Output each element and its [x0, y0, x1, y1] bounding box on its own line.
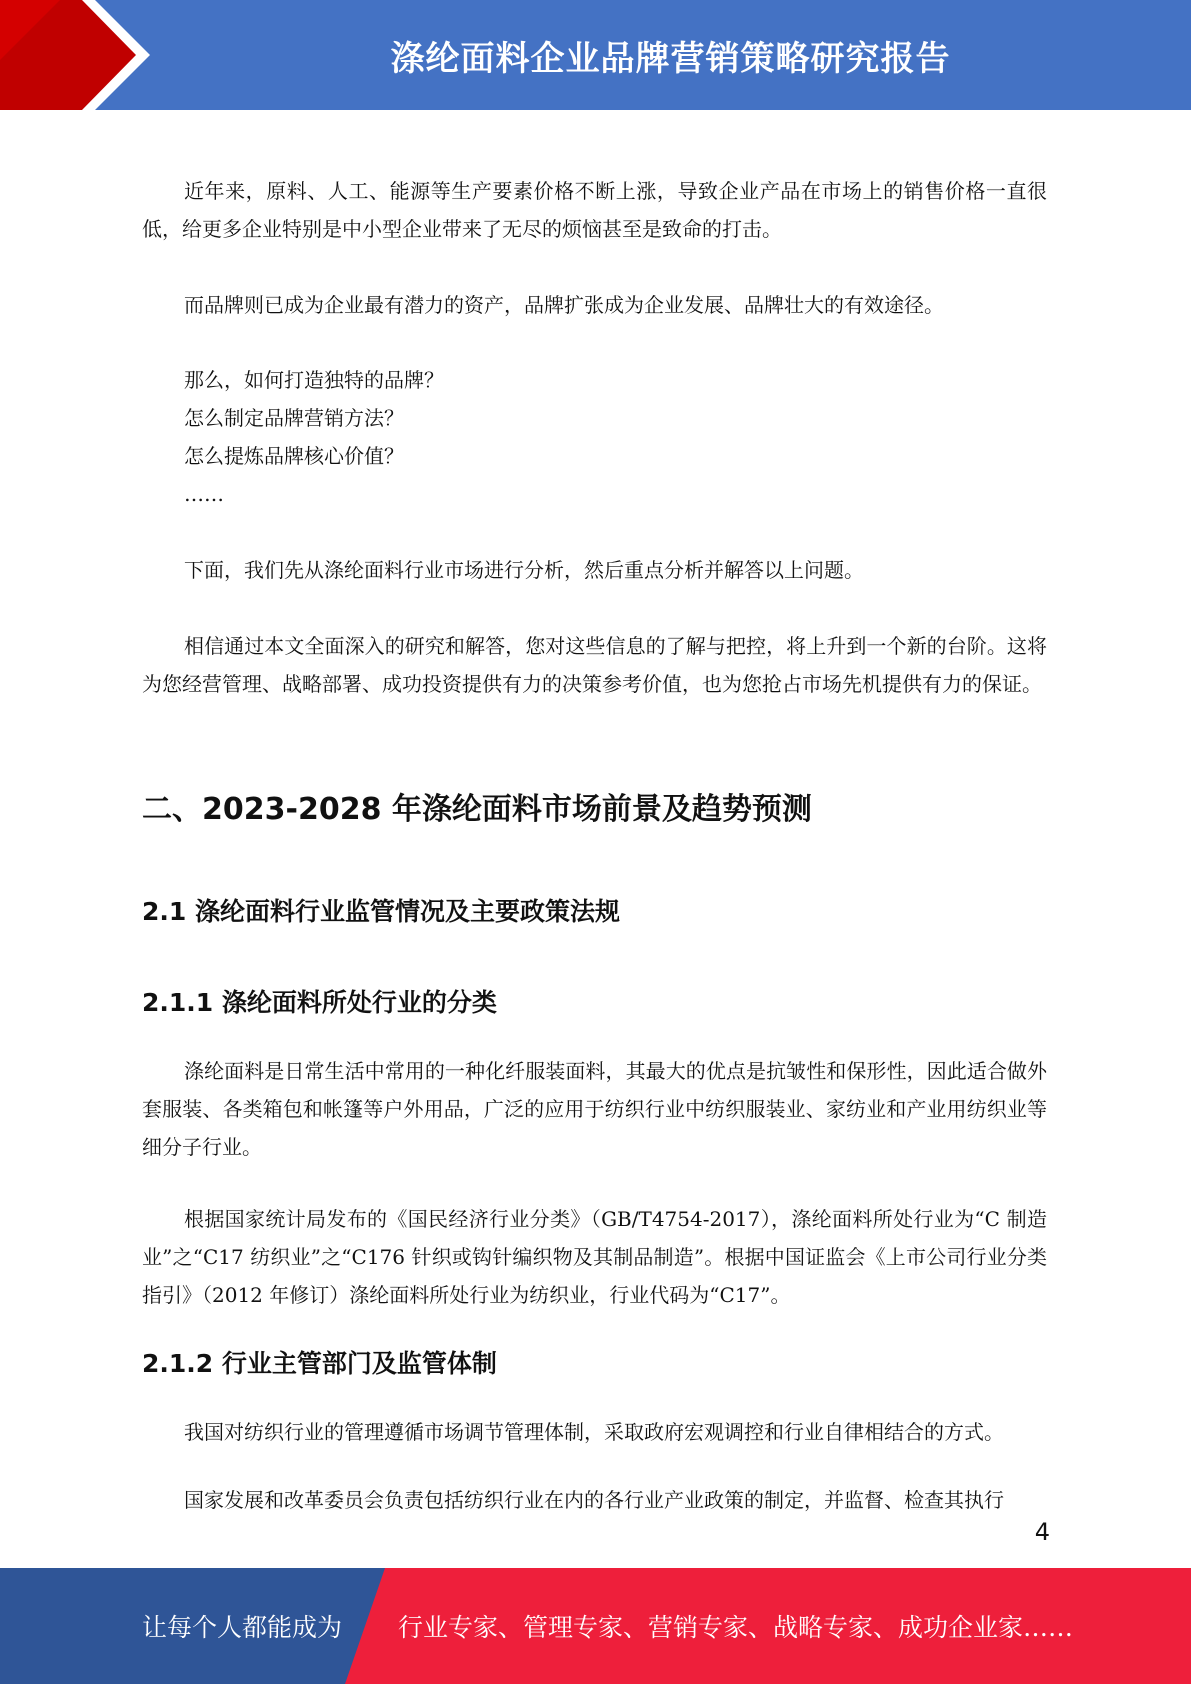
page-header [0, 0, 1191, 110]
footer-slogan-right: 行业专家、管理专家、营销专家、战略专家、成功企业家…… [398, 1613, 1074, 1642]
ellipsis-line: …… [184, 482, 224, 506]
subsubsection-heading: 2.1.2 行业主管部门及监管体制 [142, 1349, 497, 1378]
question-line: 怎么制定品牌营销方法？ [184, 406, 404, 430]
ndrc-paragraph: 国家发展和改革委员会负责包括纺织行业在内的各行业产业政策的制定，并监督、检查其执行 [184, 1488, 1004, 1512]
analysis-paragraph: 下面，我们先从涤纶面料行业市场进行分析，然后重点分析并解答以上问题。 [184, 558, 864, 582]
subsubsection-heading: 2.1.1 涤纶面料所处行业的分类 [142, 988, 497, 1017]
fabric-description-paragraph: 涤纶面料是日常生活中常用的一种化纤服装面料，其最大的优点是抗皱性和保形性，因此适合做外套服装、各类箱包和帐篷等户外用品，广泛的应用于纺织行业中纺织服装业、家纺业和产业用纺织业等细分子行业。 [142, 1059, 1047, 1159]
intro-paragraph: 近年来，原料、人工、能源等生产要素价格不断上涨，导致企业产品在市场上的销售价格一直很低，给更多企业特别是中小型企业带来了无尽的烦恼甚至是致命的打击。 [142, 179, 1047, 241]
classification-paragraph: 根据国家统计局发布的《国民经济行业分类》（GB/T4754-2017），涤纶面料所处行业为“C 制造业”之“C17 纺织业”之“C176 针织或钩针编织物及其制品制造”。根据中国证监会《上市公司行业分类指引》（2012 年修订）涤纶面料所处行业为纺织业，行业代码为“C17”。 [142, 1207, 1047, 1307]
question-line: 那么，如何打造独特的品牌？ [184, 368, 444, 392]
header-title: 涤纶面料企业品牌营销策略研究报告 [390, 38, 951, 79]
subsection-heading: 2.1 涤纶面料行业监管情况及主要政策法规 [142, 897, 620, 926]
page-footer [0, 1568, 1191, 1684]
footer-slogan-left: 让每个人都能成为 [142, 1613, 343, 1642]
page-number: 4 [1034, 1518, 1050, 1546]
management-paragraph: 我国对纺织行业的管理遵循市场调节管理体制，采取政府宏观调控和行业自律相结合的方式。 [184, 1420, 1004, 1444]
value-paragraph: 相信通过本文全面深入的研究和解答，您对这些信息的了解与把控，将上升到一个新的台阶。这将为您经营管理、战略部署、成功投资提供有力的决策参考价值，也为您抢占市场先机提供有力的保证。 [142, 634, 1047, 696]
brand-paragraph: 而品牌则已成为企业最有潜力的资产，品牌扩张成为企业发展、品牌壮大的有效途径。 [184, 293, 944, 317]
section-heading: 二、2023-2028 年涤纶面料市场前景及趋势预测 [142, 792, 812, 827]
question-line: 怎么提炼品牌核心价值？ [184, 444, 404, 468]
